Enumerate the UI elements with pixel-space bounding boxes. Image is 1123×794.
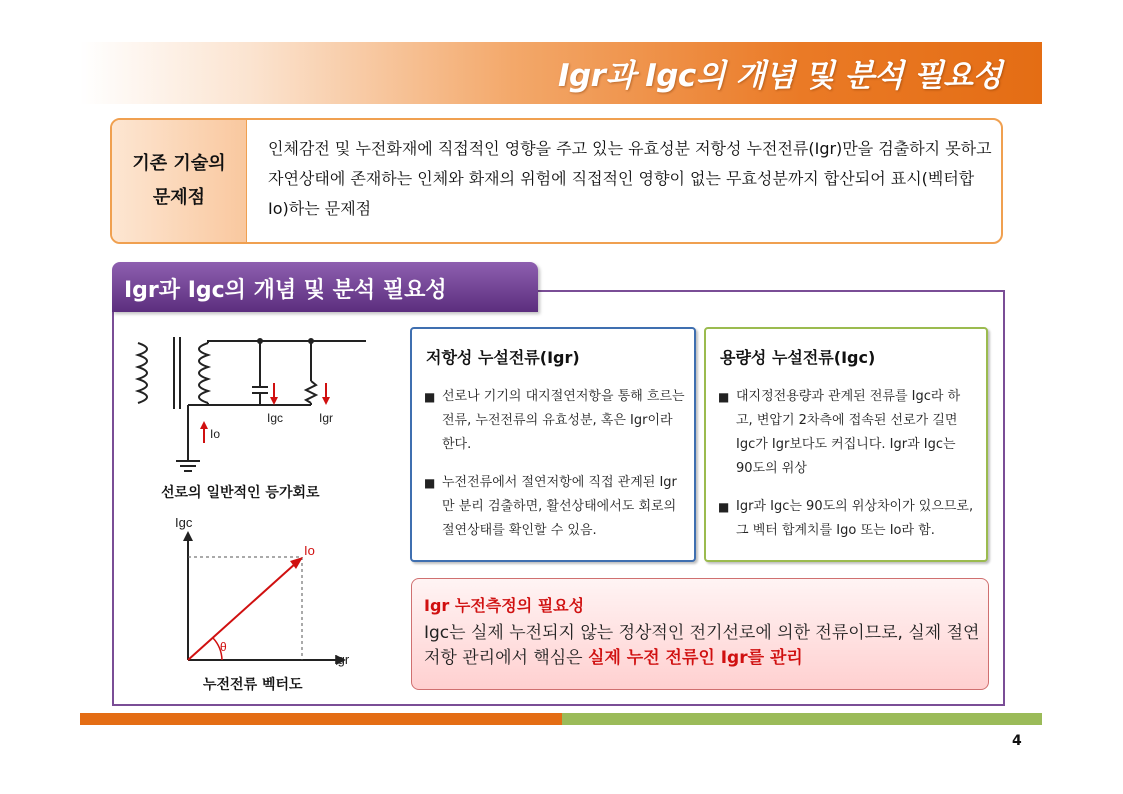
problem-label-cell: [112, 120, 247, 242]
bullet-square-icon: ■: [718, 390, 730, 404]
concept-section-title: Igr과 Igc의 개념 및 분석 필요성: [124, 278, 447, 303]
problem-box: [110, 118, 1003, 244]
problem-label-line1: 기존 기술의: [132, 153, 226, 174]
problem-description: 인체감전 및 누전화재에 직접적인 영향을 주고 있는 유효성분 저항성 누전전류(Igr)만을 검출하지 못하고 자연상태에 존재하는 인체와 화재의 위험에 직접적인 영향이 없는 무효성분까지 합산되어 표시(벡터합 Io)하는 문제점: [268, 139, 992, 218]
igr-arrow-icon: [322, 383, 330, 405]
igr-bullet-1: [424, 385, 686, 457]
igr-bullet-2-text: 누전전류에서 절연저항에 직접 관계된 Igr만 분리 검출하면, 활선상태에서도 회로의 절연상태를 확인할 수 있음.: [442, 475, 677, 538]
circuit-igc-label: Igc: [267, 411, 284, 425]
vector-y-axis-arrow-icon: [183, 531, 193, 541]
bullet-square-icon: ■: [424, 390, 436, 404]
need-text-emphasis: 실제 누전 전류인 Igr를 관리: [588, 648, 803, 668]
problem-label-line2: 문제점: [152, 187, 206, 208]
top-line: [208, 341, 366, 343]
io-arrow-icon: [200, 421, 208, 443]
circuit-caption: 선로의 일반적인 등가회로: [161, 485, 320, 501]
igr-info-box: [410, 327, 696, 562]
vector-y-axis-label: Igc: [175, 515, 193, 530]
bullet-square-icon: ■: [424, 476, 436, 490]
page-number: 4: [1012, 733, 1022, 749]
circuit-igr-label: Igr: [319, 411, 334, 425]
slide-title: Igr과 Igc의 개념 및 분석 필요성: [557, 58, 1002, 94]
igr-box-title: 저항성 누설전류(Igr): [426, 348, 580, 367]
circuit-io-label: Io: [210, 427, 221, 441]
need-text: [424, 621, 984, 671]
igc-bullet-1-text: 대지정전용량과 관계된 전류를 Igc라 하고, 변압기 2차측에 접속된 선로가 길면 Igc가 Igr보다도 커집니다. Igr과 Igc는 90도의 위상: [736, 389, 961, 476]
igc-bullet-2-text: Igr과 Igc는 90도의 위상차이가 있으므로, 그 벡터 합계치를 Igo 또는 Io라 함.: [736, 499, 974, 538]
igr-bullet-1-text: 선로나 기기의 대지절연저항을 통해 흐르는 전류, 누전전류의 유효성분, 혹은 Igr이라 한다.: [442, 389, 685, 452]
transformer-secondary-coil: [199, 343, 208, 403]
resistor-zigzag: [306, 381, 316, 403]
igr-need-box: [411, 578, 989, 690]
title-banner: [80, 42, 1042, 104]
igc-arrow-icon: [270, 383, 278, 405]
transformer-primary-coil: [138, 343, 147, 403]
igc-bullet-1: [718, 385, 976, 481]
vector-io-label: Io: [304, 543, 315, 558]
need-text-plain: Igc는 실제 누전되지 않는 정상적인 전기선로에 의한 전류이므로, 실제 절연저항 관리에서 핵심은: [424, 623, 980, 668]
need-title: Igr 누전측정의 필요성: [424, 596, 585, 615]
io-vector-line: [188, 563, 296, 660]
bullet-square-icon: ■: [718, 500, 730, 514]
concept-section-tab: [112, 262, 538, 312]
igc-box-title: 용량성 누설전류(Igc): [720, 348, 876, 367]
leakage-vector-diagram: [170, 515, 370, 675]
footer-bar-orange: [80, 713, 562, 725]
igc-info-box: [704, 327, 988, 562]
igc-bullet-2: [718, 495, 976, 543]
igr-bullet-2: [424, 471, 686, 543]
equivalent-circuit-diagram: [130, 325, 380, 475]
vector-theta-label: θ: [220, 640, 227, 654]
vector-x-axis-label: Igr: [334, 652, 350, 667]
vector-caption: 누전전류 벡터도: [203, 677, 303, 693]
footer-bar-green: [562, 713, 1042, 725]
